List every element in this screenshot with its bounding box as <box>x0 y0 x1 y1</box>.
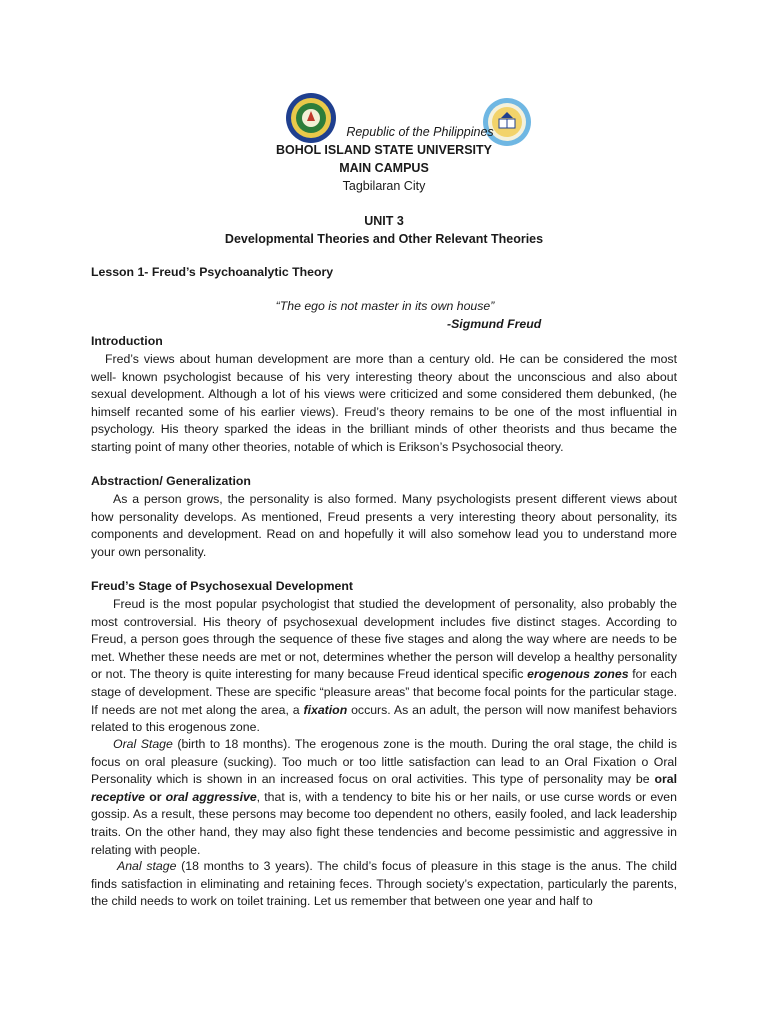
lesson-title: Lesson 1- Freud’s Psychoanalytic Theory <box>91 265 334 279</box>
stages-intro-text-b: for each stage of development. These are specific “pleasure areas” that become focal points for the particular stage. If needs are not met along the area, a <box>91 667 677 717</box>
introduction-paragraph: Fred’s views about human development are more than a century old. He can be considered the most well- known psychologist because of his very interesting theory about the unconscious and also about sexual development. Although a lot of his views were criticized and some considered them debunked, (he himself recanted some of his earlier views). Freud’s theory remains to be one of the most influential in psychology. His theory sparked the ideas in the brilliant minds of other theorists and thus became the starting point of many other theories, notable of which is Erikson’s Psychosocial theory. <box>91 352 677 454</box>
oral-stage-text-b: , that is, with a tendency to bite his or her nails, or use curse words or even gossip. As a result, these persons may become too dependent no others, easily fooled, and lack leadership traits. On the other hand, they may also fight these tendencies and become pessimistic and aggressive in relating with people. <box>91 789 677 857</box>
oral-stage-paragraph <box>91 736 677 859</box>
fixation-term: fixation <box>303 702 348 717</box>
erogenous-zones-term: erogenous zones <box>527 667 629 682</box>
oral-aggressive-term: oral aggressive <box>165 789 257 804</box>
unit-title: Developmental Theories and Other Relevant Theories <box>224 232 544 246</box>
introduction-heading: Introduction <box>91 334 163 348</box>
abstraction-heading: Abstraction/ Generalization <box>91 474 251 488</box>
university-name: BOHOL ISLAND STATE UNIVERSITY <box>276 143 492 157</box>
stages-heading: Freud’s Stage of Psychosexual Development <box>91 579 353 593</box>
campus-name: MAIN CAMPUS <box>339 161 429 175</box>
oral-receptive-term: receptive <box>91 789 146 804</box>
abstraction-paragraph: As a person grows, the personality is also formed. Many psychologists present different views about how personality develops. As mentioned, Freud presents a very interesting theory about personality, its components and development. Read on and hopefully it will also somehow lead you to understand more your own personality. <box>91 492 677 559</box>
stages-intro-paragraph <box>91 596 677 737</box>
quote-author: -Sigmund Freud <box>447 317 542 331</box>
unit-label: UNIT 3 <box>364 214 404 228</box>
republic-label: Republic of the Philippines <box>346 125 494 139</box>
stages-intro-text-c: occurs. As an adult, the person will now manifest behaviors related to this erogenous zone. <box>91 702 677 735</box>
oral-stage-term: Oral Stage <box>113 737 173 751</box>
stages-intro-text-a: Freud is the most popular psychologist that studied the development of personality, also probably the most controversial. His theory of psychosexual development includes five distinct stages. According to Freud, a person goes through the sequence of these five stages and along the way where are needs to be met. Whether these needs are met or not, determines whether the person will develop a healthy personality or not. The theory is quite interesting for many because Freud identical specific <box>91 597 677 682</box>
oral-or-word: or <box>145 789 166 804</box>
anal-stage-paragraph <box>91 858 677 911</box>
city-name: Tagbilaran City <box>342 179 426 193</box>
oral-word: oral <box>654 772 677 787</box>
oral-stage-text-a: (birth to 18 months). The erogenous zone is the mouth. During the oral stage, the child is focus on oral pleasure (sucking). Too much or too little satisfaction can lead to an Oral Fixation o Oral Personality which is shown in an increased focus on oral activities. This type of personality may be <box>91 737 677 787</box>
anal-stage-term: Anal stage <box>117 859 177 873</box>
anal-stage-text: (18 months to 3 years). The child’s focus of pleasure in this stage is the anus. The child finds satisfaction in eliminating and retaining feces. Through society’s expectation, particularly the parents, the child needs to work on toilet training. Let us remember that between one year and half to <box>91 859 677 909</box>
quote-text: “The ego is not master in its own house” <box>275 299 495 313</box>
